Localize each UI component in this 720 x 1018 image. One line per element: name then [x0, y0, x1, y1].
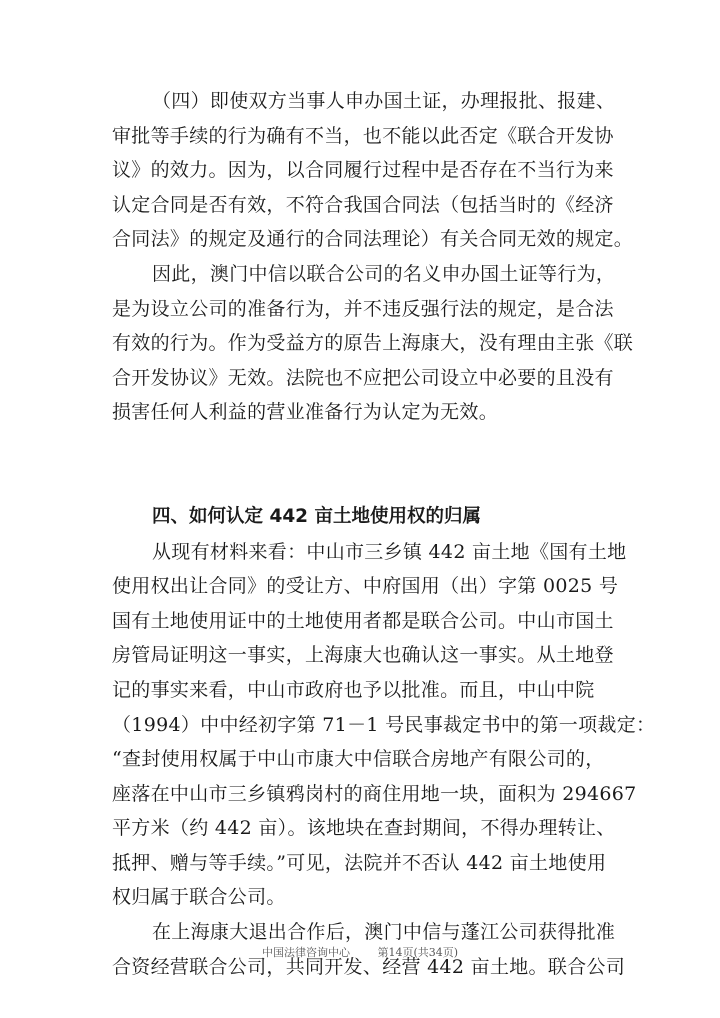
section-heading: 四、如何认定 442 亩土地使用权的归属	[152, 505, 481, 527]
text-line: 是为设立公司的准备行为，并不违反强行法的规定，是合法	[112, 297, 614, 320]
text-line: 因此，澳门中信以联合公司的名义申办国土证等行为，	[152, 262, 616, 285]
text-line: 平方米（约 442 亩）。该地块在查封期间，不得办理转让、	[112, 817, 616, 840]
text-line: 审批等手续的行为确有不当，也不能以此否定《联合开发协	[112, 124, 614, 147]
text-line: 合开发协议》无效。法院也不应把公司设立中必要的且没有	[112, 366, 614, 389]
document-body	[112, 84, 656, 984]
page-footer	[0, 944, 720, 960]
text-line: 国有土地使用证中的土地使用者都是联合公司。中山市国土	[112, 609, 614, 632]
text-line: “查封使用权属于中山市康大中信联合房地产有限公司的，	[112, 748, 605, 771]
paragraph-point-four	[112, 84, 634, 257]
text-line: 房管局证明这一事实，上海康大也确认这一事实。从土地登	[112, 644, 614, 667]
text-line: （四）即使双方当事人申办国土证，办理报批、报建、	[152, 90, 616, 112]
page-number: 第14页(共34页)	[377, 946, 459, 959]
text-line: 座落在中山市三乡镇鸦岗村的商住用地一块，面积为 294667	[112, 782, 637, 805]
footer-source: 中国法律咨询中心	[261, 946, 350, 959]
text-line: 权归属于联合公司。	[112, 886, 286, 909]
section-gap	[112, 430, 614, 500]
paragraph-land-ownership	[112, 535, 656, 916]
text-line: 在上海康大退出合作后，澳门中信与蓬江公司获得批准	[152, 921, 616, 944]
text-line: 合同法》的规定及通行的合同法理论）有关合同无效的规定。	[112, 228, 634, 251]
text-line: 有效的行为。作为受益方的原告上海康大，没有理由主张《联	[112, 332, 634, 355]
text-line: （1994）中中经初字第 71－1 号民事裁定书中的第一项裁定：	[112, 713, 656, 736]
paragraph-conclusion	[112, 257, 634, 430]
text-line: 记的事实来看，中山市政府也予以批准。而且，中山中院	[112, 678, 595, 701]
text-line: 抵押、赠与等手续。”可见，法院并不否认 442 亩土地使用	[112, 851, 607, 874]
text-line: 从现有材料来看：中山市三乡镇 442 亩土地《国有土地	[152, 540, 627, 563]
text-line: 议》的效力。因为，以合同履行过程中是否存在不当行为来	[112, 159, 614, 182]
text-line: 使用权出让合同》的受让方、中府国用（出）字第 0025 号	[112, 575, 619, 598]
text-line: 损害任何人利益的营业准备行为认定为无效。	[112, 401, 499, 424]
text-line: 合资经营联合公司，共同开发、经营 442 亩土地。联合公司	[112, 955, 626, 978]
text-line: 认定合同是否有效，不符合我国合同法（包括当时的《经济	[112, 193, 614, 216]
